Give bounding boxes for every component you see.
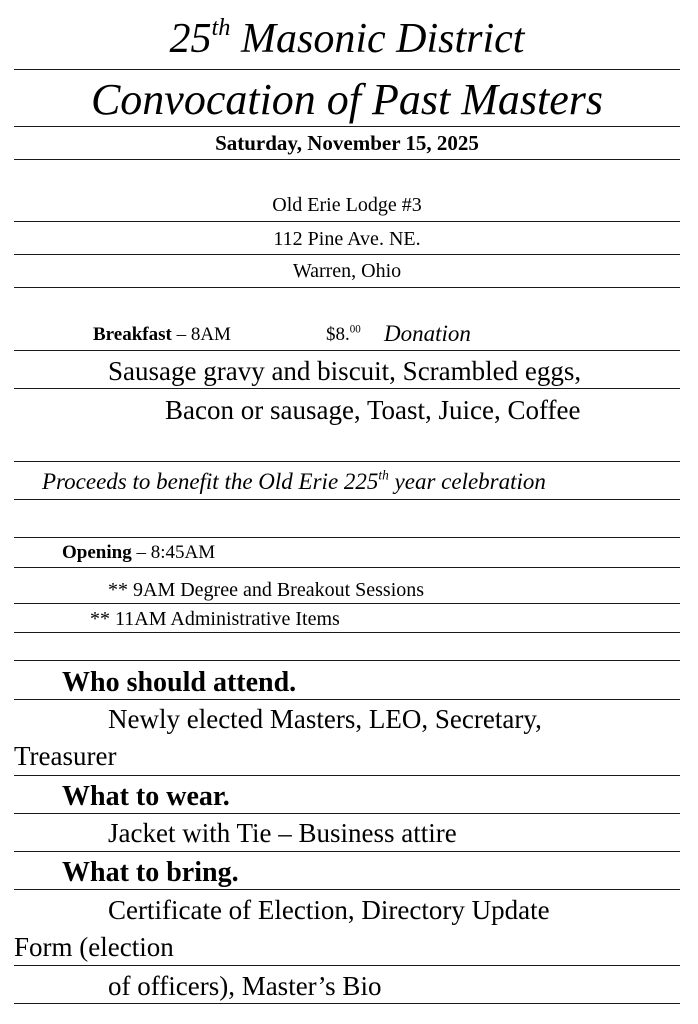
bring-heading: What to bring. — [62, 857, 239, 888]
breakfast-menu-line2: Bacon or sausage, Toast, Juice, Coffee — [165, 395, 581, 425]
attend-heading: Who should attend. — [62, 667, 297, 698]
donation-label: Donation — [384, 321, 471, 346]
venue-street: 112 Pine Ave. NE. — [273, 228, 421, 250]
breakfast-price: $8.00 — [326, 323, 361, 345]
divider — [14, 461, 680, 462]
attend-text-line1: Newly elected Masters, LEO, Secretary, — [108, 704, 542, 734]
divider — [14, 813, 680, 814]
divider — [14, 632, 680, 633]
page-title-line1: 25th Masonic District — [169, 13, 525, 62]
divider — [14, 537, 680, 538]
page-title-line2: Convocation of Past Masters — [90, 75, 604, 124]
divider — [14, 499, 680, 500]
venue-city: Warren, Ohio — [292, 260, 402, 282]
divider — [14, 287, 680, 288]
schedule-item: ** 9AM Degree and Breakout Sessions — [108, 579, 425, 601]
schedule-item: ** 11AM Administrative Items — [90, 608, 340, 630]
bring-text-line1: Certificate of Election, Directory Update — [108, 895, 550, 925]
venue-name: Old Erie Lodge #3 — [272, 194, 422, 216]
divider — [14, 567, 680, 568]
divider — [14, 350, 680, 351]
divider — [14, 775, 680, 776]
divider — [14, 603, 680, 604]
divider — [14, 1003, 680, 1004]
divider — [14, 965, 680, 966]
breakfast-menu-line1: Sausage gravy and biscuit, Scrambled eggs, — [108, 356, 582, 386]
divider — [14, 388, 680, 389]
attend-text-line2: Treasurer — [14, 741, 117, 771]
wear-heading: What to wear. — [62, 781, 230, 812]
divider — [14, 254, 680, 255]
breakfast-label: Breakfast — [93, 324, 172, 345]
divider — [14, 126, 680, 127]
opening-label: Opening — [62, 542, 132, 563]
bring-text-line2: Form (election — [14, 932, 174, 962]
divider — [14, 221, 680, 222]
bring-text-line3: of officers), Master’s Bio — [108, 971, 382, 1001]
breakfast-time: Breakfast – 8AM — [93, 324, 231, 345]
divider — [14, 851, 680, 852]
proceeds-note: Proceeds to benefit the Old Erie 225th year celebration — [42, 467, 546, 494]
divider — [14, 69, 680, 70]
event-date: Saturday, November 15, 2025 — [215, 131, 479, 155]
divider — [14, 699, 680, 700]
opening-time: Opening – 8:45AM — [62, 542, 216, 563]
wear-text: Jacket with Tie – Business attire — [108, 818, 457, 848]
divider — [14, 660, 680, 661]
divider — [14, 159, 680, 160]
divider — [14, 889, 680, 890]
